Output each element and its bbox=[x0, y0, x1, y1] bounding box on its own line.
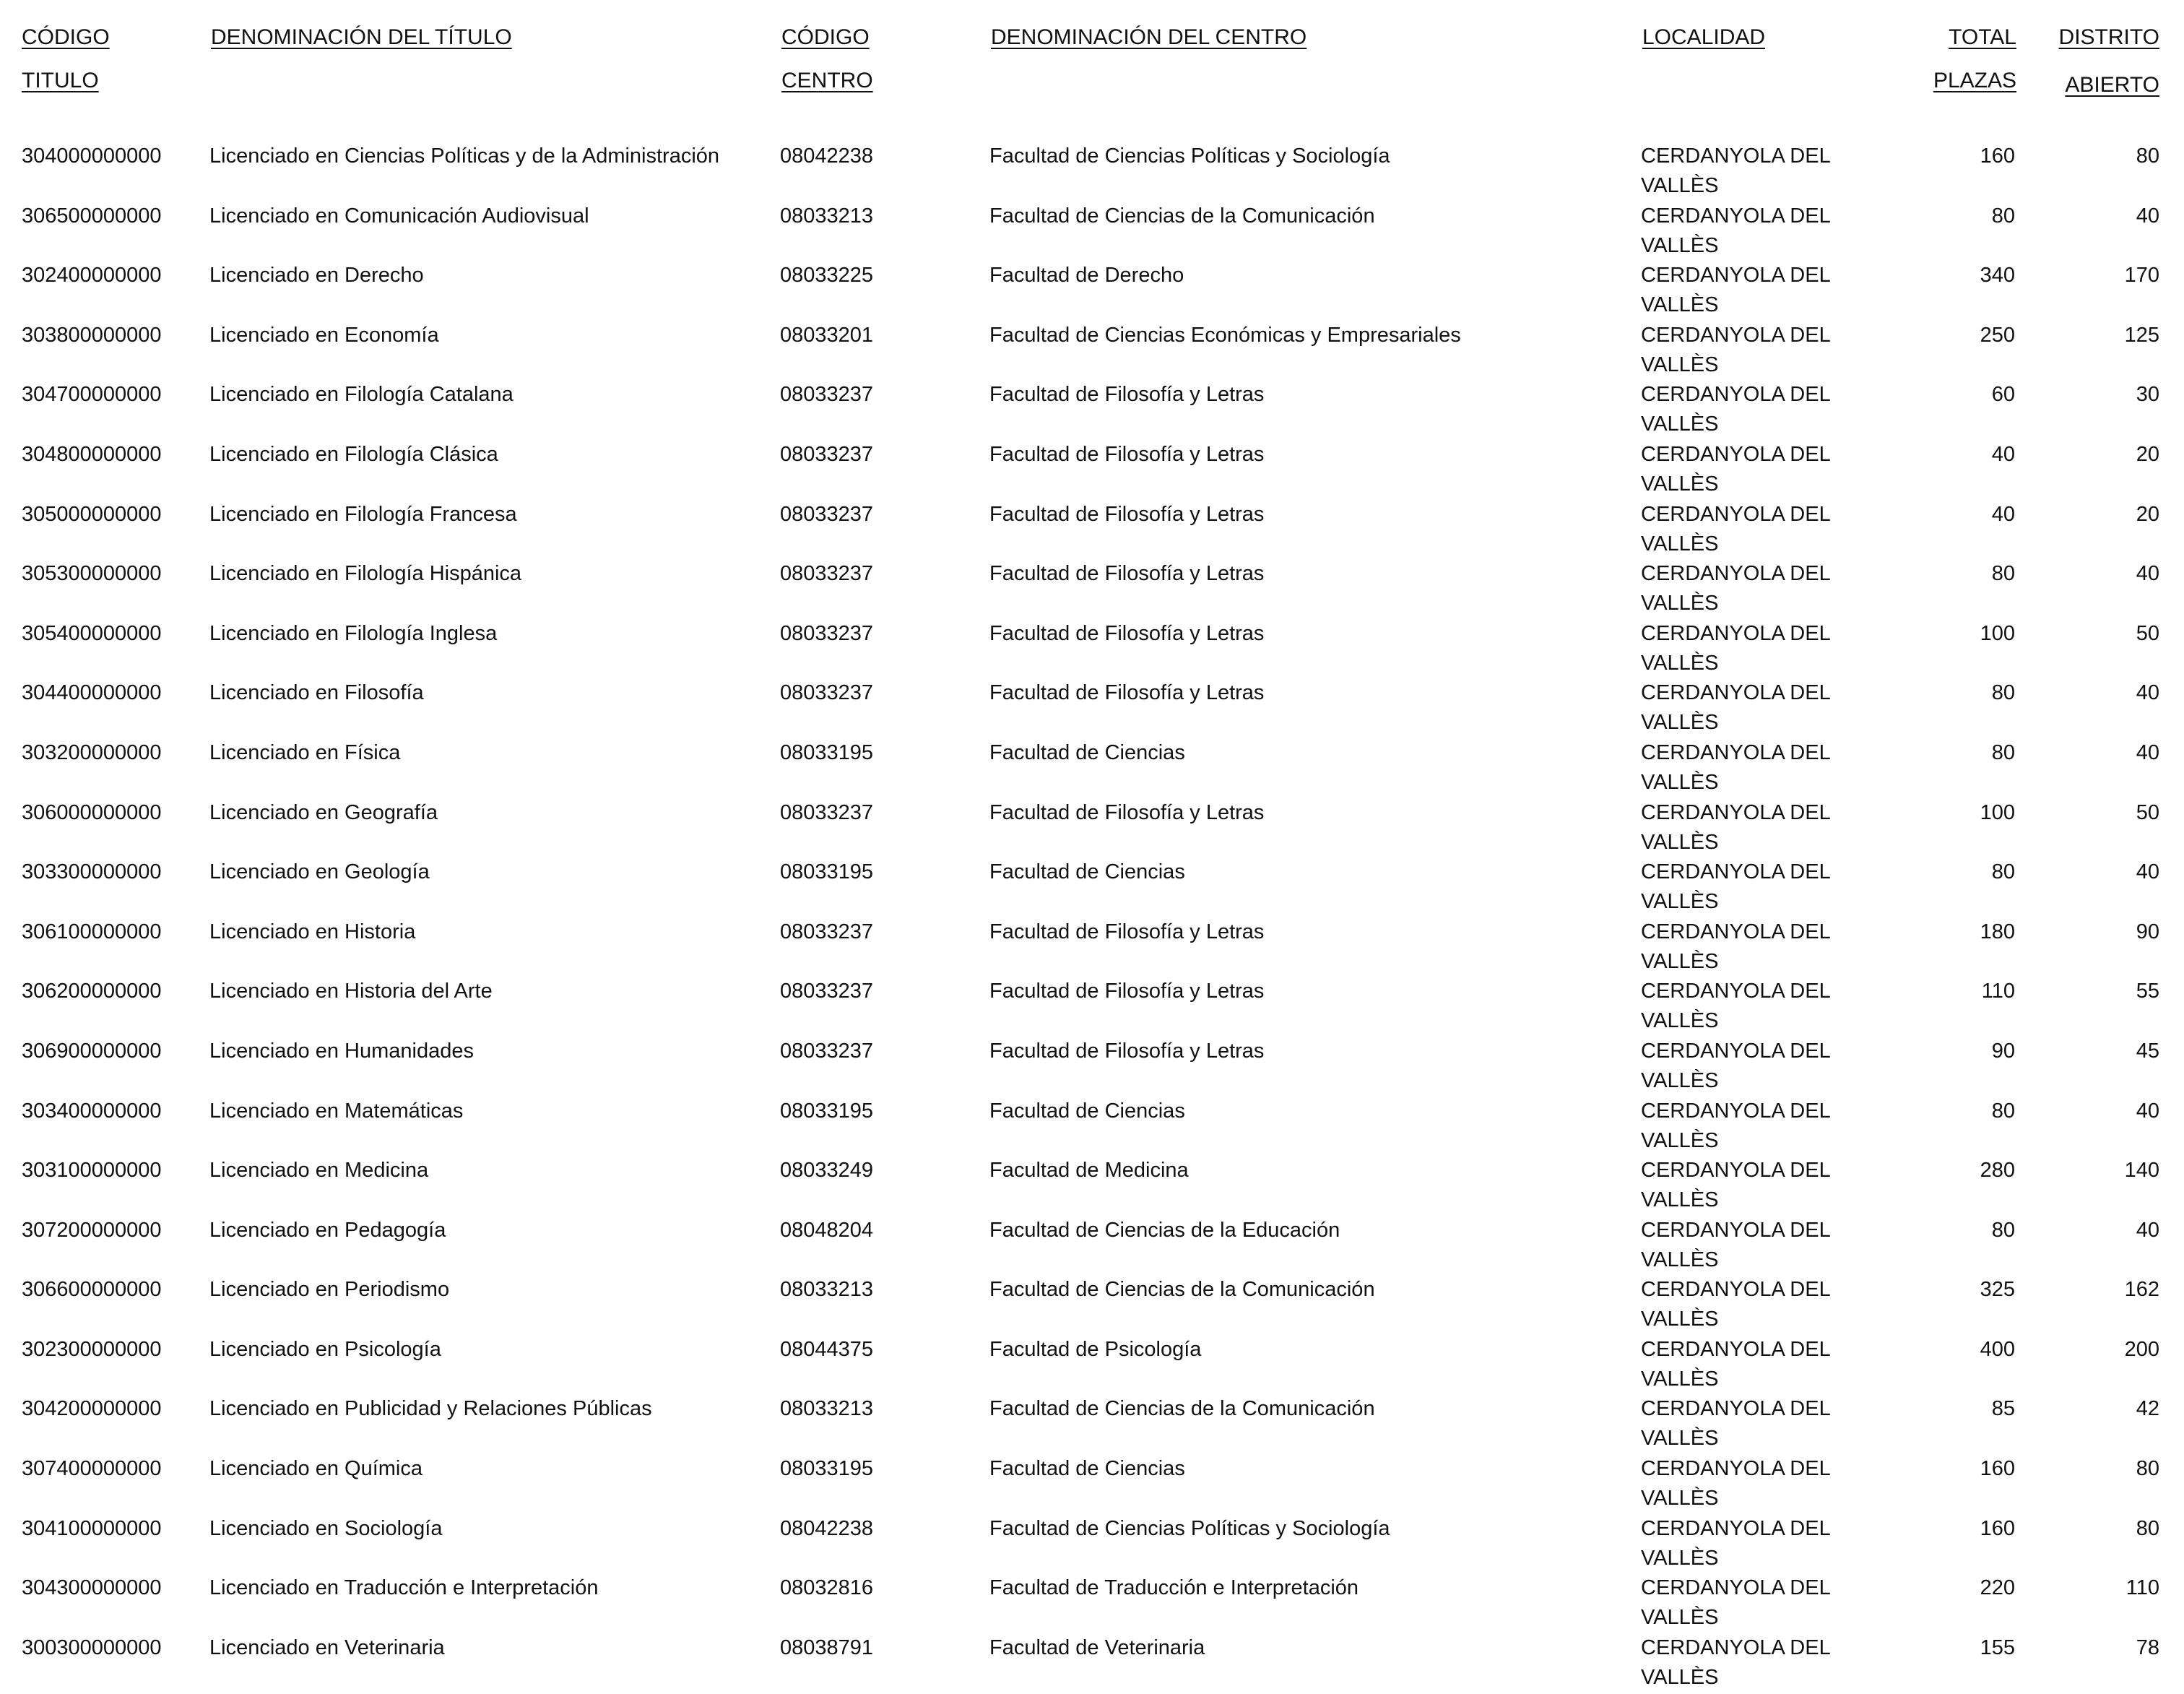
localidad-line-2: VALLÈS bbox=[1641, 1188, 1719, 1212]
localidad-line-2: VALLÈS bbox=[1641, 1009, 1719, 1033]
denominacion-titulo: Licenciado en Geografía bbox=[209, 800, 438, 824]
distrito-abierto: 42 bbox=[2136, 1397, 2159, 1421]
table-row bbox=[0, 321, 2184, 381]
total-plazas: 160 bbox=[1980, 1516, 2015, 1540]
table-row bbox=[0, 619, 2184, 679]
header-codigo-centro: CÓDIGO CENTRO bbox=[781, 25, 873, 92]
denominacion-titulo: Licenciado en Filología Clásica bbox=[209, 442, 498, 466]
codigo-centro: 08038791 bbox=[780, 1635, 874, 1659]
localidad bbox=[1641, 1156, 1831, 1215]
localidad-line-1: CERDANYOLA DEL bbox=[1641, 1397, 1831, 1421]
table-row bbox=[0, 1216, 2184, 1276]
localidad-line-2: VALLÈS bbox=[1641, 890, 1719, 914]
localidad-line-2: VALLÈS bbox=[1641, 1128, 1719, 1152]
distrito-abierto: 40 bbox=[2136, 1218, 2159, 1242]
localidad-line-1: CERDANYOLA DEL bbox=[1641, 1516, 1831, 1540]
distrito-abierto: 140 bbox=[2124, 1159, 2159, 1183]
codigo-centro: 08033237 bbox=[780, 980, 874, 1003]
localidad bbox=[1641, 1037, 1831, 1096]
localidad-line-2: VALLÈS bbox=[1641, 412, 1719, 436]
total-plazas: 160 bbox=[1980, 1457, 2015, 1481]
denominacion-centro: Facultad de Ciencias bbox=[989, 1099, 1185, 1123]
denominacion-centro: Facultad de Derecho bbox=[989, 264, 1184, 288]
denominacion-centro: Facultad de Filosofía y Letras bbox=[989, 1039, 1265, 1063]
table-row bbox=[0, 202, 2184, 262]
denominacion-titulo: Licenciado en Ciencias Políticas y de la Administración bbox=[209, 144, 720, 168]
localidad-line-1: CERDANYOLA DEL bbox=[1641, 1278, 1831, 1302]
codigo-titulo: 303100000000 bbox=[22, 1159, 162, 1183]
localidad-line-1: CERDANYOLA DEL bbox=[1641, 144, 1831, 168]
denominacion-titulo: Licenciado en Pedagogía bbox=[209, 1218, 446, 1242]
codigo-titulo: 302300000000 bbox=[22, 1337, 162, 1361]
codigo-centro: 08033237 bbox=[780, 502, 874, 526]
distrito-abierto: 55 bbox=[2136, 980, 2159, 1003]
distrito-abierto: 80 bbox=[2136, 144, 2159, 168]
codigo-titulo: 304300000000 bbox=[22, 1576, 162, 1600]
localidad-line-1: CERDANYOLA DEL bbox=[1641, 1635, 1831, 1659]
codigo-centro: 08032816 bbox=[780, 1576, 874, 1600]
table-row bbox=[0, 1097, 2184, 1157]
total-plazas: 340 bbox=[1980, 264, 2015, 288]
localidad-line-2: VALLÈS bbox=[1641, 1068, 1719, 1092]
table-row bbox=[0, 977, 2184, 1037]
localidad-line-2: VALLÈS bbox=[1641, 1367, 1719, 1391]
table-row bbox=[0, 440, 2184, 500]
distrito-abierto: 78 bbox=[2136, 1635, 2159, 1659]
codigo-titulo: 304200000000 bbox=[22, 1397, 162, 1421]
total-plazas: 80 bbox=[1991, 1218, 2015, 1242]
denominacion-centro: Facultad de Filosofía y Letras bbox=[989, 562, 1265, 586]
codigo-centro: 08033195 bbox=[780, 1457, 874, 1481]
localidad bbox=[1641, 1514, 1831, 1573]
denominacion-titulo: Licenciado en Comunicación Audiovisual bbox=[209, 204, 589, 228]
localidad-line-1: CERDANYOLA DEL bbox=[1641, 800, 1831, 824]
localidad bbox=[1641, 1454, 1831, 1513]
denominacion-titulo: Licenciado en Física bbox=[209, 740, 401, 764]
localidad-line-1: CERDANYOLA DEL bbox=[1641, 860, 1831, 884]
codigo-centro: 08033201 bbox=[780, 323, 874, 347]
distrito-abierto: 40 bbox=[2136, 1099, 2159, 1123]
localidad-line-1: CERDANYOLA DEL bbox=[1641, 442, 1831, 466]
total-plazas: 40 bbox=[1991, 442, 2015, 466]
table-row bbox=[0, 1156, 2184, 1216]
codigo-centro: 08042238 bbox=[780, 1516, 874, 1540]
denominacion-centro: Facultad de Filosofía y Letras bbox=[989, 621, 1265, 645]
localidad-line-2: VALLÈS bbox=[1641, 1248, 1719, 1271]
table-row bbox=[0, 380, 2184, 440]
localidad-line-2: VALLÈS bbox=[1641, 949, 1719, 973]
distrito-abierto: 125 bbox=[2124, 323, 2159, 347]
denominacion-titulo: Licenciado en Periodismo bbox=[209, 1278, 450, 1302]
localidad bbox=[1641, 1335, 1831, 1394]
total-plazas: 325 bbox=[1980, 1278, 2015, 1302]
localidad bbox=[1641, 678, 1831, 738]
total-plazas: 80 bbox=[1991, 681, 2015, 705]
denominacion-centro: Facultad de Ciencias bbox=[989, 740, 1185, 764]
localidad bbox=[1641, 857, 1831, 917]
total-plazas: 40 bbox=[1991, 502, 2015, 526]
header-codigo-titulo: CÓDIGO TITULO bbox=[22, 25, 110, 92]
localidad bbox=[1641, 1573, 1831, 1633]
table-row bbox=[0, 1037, 2184, 1097]
codigo-titulo: 305000000000 bbox=[22, 502, 162, 526]
denominacion-titulo: Licenciado en Química bbox=[209, 1457, 422, 1481]
codigo-titulo: 307400000000 bbox=[22, 1457, 162, 1481]
total-plazas: 80 bbox=[1991, 204, 2015, 228]
localidad-line-2: VALLÈS bbox=[1641, 1546, 1719, 1570]
localidad bbox=[1641, 142, 1831, 201]
codigo-centro: 08033237 bbox=[780, 920, 874, 943]
localidad-line-2: VALLÈS bbox=[1641, 1606, 1719, 1630]
localidad-line-1: CERDANYOLA DEL bbox=[1641, 681, 1831, 705]
localidad bbox=[1641, 1097, 1831, 1156]
header-distrito-abierto: DISTRITO ABIERTO bbox=[2058, 25, 2159, 97]
table-row bbox=[0, 678, 2184, 738]
table-row bbox=[0, 1573, 2184, 1633]
table-row bbox=[0, 142, 2184, 202]
denominacion-centro: Facultad de Ciencias de la Educación bbox=[989, 1218, 1340, 1242]
localidad bbox=[1641, 1216, 1831, 1275]
total-plazas: 400 bbox=[1980, 1337, 2015, 1361]
localidad bbox=[1641, 1394, 1831, 1453]
denominacion-titulo: Licenciado en Filosofía bbox=[209, 681, 424, 705]
table-row bbox=[0, 500, 2184, 560]
denominacion-centro: Facultad de Filosofía y Letras bbox=[989, 442, 1265, 466]
table-row bbox=[0, 1275, 2184, 1335]
codigo-titulo: 304000000000 bbox=[22, 144, 162, 168]
codigo-titulo: 305300000000 bbox=[22, 562, 162, 586]
header-denominacion-centro: DENOMINACIÓN DEL CENTRO bbox=[991, 25, 1307, 49]
denominacion-titulo: Licenciado en Economía bbox=[209, 323, 439, 347]
distrito-abierto: 200 bbox=[2124, 1337, 2159, 1361]
codigo-centro: 08033237 bbox=[780, 681, 874, 705]
localidad-line-2: VALLÈS bbox=[1641, 174, 1719, 197]
denominacion-centro: Facultad de Psicología bbox=[989, 1337, 1202, 1361]
localidad-line-1: CERDANYOLA DEL bbox=[1641, 1337, 1831, 1361]
distrito-abierto: 50 bbox=[2136, 621, 2159, 645]
localidad-line-1: CERDANYOLA DEL bbox=[1641, 323, 1831, 347]
denominacion-titulo: Licenciado en Historia bbox=[209, 920, 416, 943]
denominacion-centro: Facultad de Filosofía y Letras bbox=[989, 920, 1265, 943]
table-row bbox=[0, 1335, 2184, 1395]
localidad-line-2: VALLÈS bbox=[1641, 770, 1719, 794]
denominacion-centro: Facultad de Ciencias de la Comunicación bbox=[989, 1397, 1375, 1421]
codigo-titulo: 300300000000 bbox=[22, 1635, 162, 1659]
denominacion-centro: Facultad de Ciencias de la Comunicación bbox=[989, 204, 1375, 228]
denominacion-titulo: Licenciado en Filología Inglesa bbox=[209, 621, 498, 645]
localidad-line-2: VALLÈS bbox=[1641, 233, 1719, 257]
total-plazas: 280 bbox=[1980, 1159, 2015, 1183]
denominacion-titulo: Licenciado en Sociología bbox=[209, 1516, 443, 1540]
localidad-line-2: VALLÈS bbox=[1641, 353, 1719, 376]
header-total-plazas: TOTAL PLAZAS bbox=[1933, 25, 2016, 92]
codigo-centro: 08033195 bbox=[780, 1099, 874, 1123]
total-plazas: 100 bbox=[1980, 621, 2015, 645]
codigo-centro: 08033237 bbox=[780, 442, 874, 466]
denominacion-centro: Facultad de Ciencias de la Comunicación bbox=[989, 1278, 1375, 1302]
distrito-abierto: 40 bbox=[2136, 860, 2159, 884]
table-row bbox=[0, 261, 2184, 321]
localidad-line-1: CERDANYOLA DEL bbox=[1641, 1159, 1831, 1183]
table-row bbox=[0, 1454, 2184, 1514]
total-plazas: 80 bbox=[1991, 562, 2015, 586]
distrito-abierto: 20 bbox=[2136, 502, 2159, 526]
localidad bbox=[1641, 500, 1831, 559]
codigo-titulo: 306100000000 bbox=[22, 920, 162, 943]
table-body bbox=[0, 142, 2184, 1693]
localidad-line-1: CERDANYOLA DEL bbox=[1641, 1218, 1831, 1242]
localidad-line-1: CERDANYOLA DEL bbox=[1641, 1457, 1831, 1481]
codigo-titulo: 304100000000 bbox=[22, 1516, 162, 1540]
header-localidad: LOCALIDAD bbox=[1642, 25, 1766, 49]
codigo-centro: 08033237 bbox=[780, 562, 874, 586]
localidad-line-2: VALLÈS bbox=[1641, 651, 1719, 675]
denominacion-titulo: Licenciado en Publicidad y Relaciones Públicas bbox=[209, 1397, 652, 1421]
localidad bbox=[1641, 1275, 1831, 1334]
total-plazas: 60 bbox=[1991, 383, 2015, 407]
distrito-abierto: 80 bbox=[2136, 1516, 2159, 1540]
total-plazas: 110 bbox=[1981, 980, 2015, 1003]
localidad bbox=[1641, 977, 1831, 1036]
denominacion-titulo: Licenciado en Veterinaria bbox=[209, 1635, 445, 1659]
distrito-abierto: 20 bbox=[2136, 442, 2159, 466]
distrito-abierto: 30 bbox=[2136, 383, 2159, 407]
localidad bbox=[1641, 917, 1831, 977]
localidad bbox=[1641, 1633, 1831, 1693]
localidad bbox=[1641, 261, 1831, 320]
distrito-abierto: 50 bbox=[2136, 800, 2159, 824]
codigo-centro: 08033237 bbox=[780, 383, 874, 407]
denominacion-titulo: Licenciado en Humanidades bbox=[209, 1039, 474, 1063]
localidad-line-1: CERDANYOLA DEL bbox=[1641, 1039, 1831, 1063]
denominacion-titulo: Licenciado en Filología Catalana bbox=[209, 383, 514, 407]
localidad bbox=[1641, 202, 1831, 261]
distrito-abierto: 40 bbox=[2136, 204, 2159, 228]
localidad-line-1: CERDANYOLA DEL bbox=[1641, 1099, 1831, 1123]
localidad-line-1: CERDANYOLA DEL bbox=[1641, 562, 1831, 586]
denominacion-centro: Facultad de Veterinaria bbox=[989, 1635, 1205, 1659]
codigo-titulo: 303200000000 bbox=[22, 740, 162, 764]
codigo-centro: 08033237 bbox=[780, 800, 874, 824]
denominacion-titulo: Licenciado en Filología Hispánica bbox=[209, 562, 522, 586]
denominacion-centro: Facultad de Filosofía y Letras bbox=[989, 383, 1265, 407]
localidad-line-1: CERDANYOLA DEL bbox=[1641, 621, 1831, 645]
codigo-titulo: 306600000000 bbox=[22, 1278, 162, 1302]
localidad-line-1: CERDANYOLA DEL bbox=[1641, 740, 1831, 764]
denominacion-centro: Facultad de Ciencias bbox=[989, 860, 1185, 884]
denominacion-titulo: Licenciado en Matemáticas bbox=[209, 1099, 464, 1123]
table-row bbox=[0, 857, 2184, 917]
denominacion-titulo: Licenciado en Filología Francesa bbox=[209, 502, 517, 526]
codigo-centro: 08033213 bbox=[780, 1397, 874, 1421]
total-plazas: 100 bbox=[1980, 800, 2015, 824]
codigo-centro: 08033237 bbox=[780, 621, 874, 645]
localidad bbox=[1641, 798, 1831, 857]
localidad-line-1: CERDANYOLA DEL bbox=[1641, 1576, 1831, 1600]
localidad-line-2: VALLÈS bbox=[1641, 1487, 1719, 1511]
localidad-line-2: VALLÈS bbox=[1641, 472, 1719, 496]
codigo-titulo: 303300000000 bbox=[22, 860, 162, 884]
distrito-abierto: 110 bbox=[2126, 1576, 2159, 1600]
denominacion-centro: Facultad de Medicina bbox=[989, 1159, 1189, 1183]
codigo-centro: 08044375 bbox=[780, 1337, 874, 1361]
header-denominacion-titulo: DENOMINACIÓN DEL TÍTULO bbox=[211, 25, 512, 49]
total-plazas: 160 bbox=[1980, 144, 2015, 168]
codigo-titulo: 304400000000 bbox=[22, 681, 162, 705]
distrito-abierto: 45 bbox=[2136, 1039, 2159, 1063]
codigo-titulo: 307200000000 bbox=[22, 1218, 162, 1242]
codigo-centro: 08033225 bbox=[780, 264, 874, 288]
denominacion-centro: Facultad de Traducción e Interpretación bbox=[989, 1576, 1359, 1600]
localidad-line-2: VALLÈS bbox=[1641, 592, 1719, 615]
distrito-abierto: 170 bbox=[2124, 264, 2159, 288]
localidad-line-2: VALLÈS bbox=[1641, 1308, 1719, 1331]
distrito-abierto: 40 bbox=[2136, 681, 2159, 705]
denominacion-centro: Facultad de Ciencias bbox=[989, 1457, 1185, 1481]
codigo-titulo: 306900000000 bbox=[22, 1039, 162, 1063]
localidad bbox=[1641, 559, 1831, 618]
denominacion-centro: Facultad de Ciencias Políticas y Sociología bbox=[989, 1516, 1390, 1540]
distrito-abierto: 40 bbox=[2136, 740, 2159, 764]
denominacion-centro: Facultad de Filosofía y Letras bbox=[989, 502, 1265, 526]
localidad bbox=[1641, 440, 1831, 499]
denominacion-titulo: Licenciado en Psicología bbox=[209, 1337, 441, 1361]
table-row bbox=[0, 798, 2184, 858]
localidad bbox=[1641, 321, 1831, 380]
codigo-centro: 08033213 bbox=[780, 1278, 874, 1302]
codigo-titulo: 306000000000 bbox=[22, 800, 162, 824]
codigo-centro: 08033195 bbox=[780, 740, 874, 764]
codigo-titulo: 306200000000 bbox=[22, 980, 162, 1003]
localidad-line-2: VALLÈS bbox=[1641, 532, 1719, 556]
denominacion-titulo: Licenciado en Derecho bbox=[209, 264, 424, 288]
localidad-line-2: VALLÈS bbox=[1641, 1665, 1719, 1689]
localidad-line-1: CERDANYOLA DEL bbox=[1641, 980, 1831, 1003]
denominacion-centro: Facultad de Filosofía y Letras bbox=[989, 681, 1265, 705]
denominacion-titulo: Licenciado en Medicina bbox=[209, 1159, 429, 1183]
localidad-line-1: CERDANYOLA DEL bbox=[1641, 920, 1831, 943]
table-row bbox=[0, 1514, 2184, 1574]
distrito-abierto: 80 bbox=[2136, 1457, 2159, 1481]
total-plazas: 155 bbox=[1980, 1635, 2015, 1659]
codigo-titulo: 303400000000 bbox=[22, 1099, 162, 1123]
total-plazas: 80 bbox=[1991, 1099, 2015, 1123]
codigo-titulo: 304700000000 bbox=[22, 383, 162, 407]
distrito-abierto: 162 bbox=[2124, 1278, 2159, 1302]
denominacion-titulo: Licenciado en Geología bbox=[209, 860, 430, 884]
codigo-centro: 08033213 bbox=[780, 204, 874, 228]
table-row bbox=[0, 917, 2184, 977]
distrito-abierto: 90 bbox=[2136, 920, 2159, 943]
total-plazas: 90 bbox=[1991, 1039, 2015, 1063]
table-row bbox=[0, 1394, 2184, 1454]
localidad-line-2: VALLÈS bbox=[1641, 830, 1719, 854]
codigo-titulo: 305400000000 bbox=[22, 621, 162, 645]
localidad bbox=[1641, 738, 1831, 798]
localidad-line-2: VALLÈS bbox=[1641, 711, 1719, 735]
total-plazas: 180 bbox=[1980, 920, 2015, 943]
denominacion-centro: Facultad de Filosofía y Letras bbox=[989, 800, 1265, 824]
total-plazas: 250 bbox=[1980, 323, 2015, 347]
codigo-centro: 08033195 bbox=[780, 860, 874, 884]
denominacion-titulo: Licenciado en Historia del Arte bbox=[209, 980, 493, 1003]
codigo-centro: 08042238 bbox=[780, 144, 874, 168]
codigo-centro: 08033237 bbox=[780, 1039, 874, 1063]
codigo-titulo: 304800000000 bbox=[22, 442, 162, 466]
codigo-titulo: 303800000000 bbox=[22, 323, 162, 347]
denominacion-centro: Facultad de Filosofía y Letras bbox=[989, 980, 1265, 1003]
total-plazas: 220 bbox=[1980, 1576, 2015, 1600]
localidad-line-1: CERDANYOLA DEL bbox=[1641, 502, 1831, 526]
total-plazas: 80 bbox=[1991, 740, 2015, 764]
codigo-centro: 08048204 bbox=[780, 1218, 874, 1242]
total-plazas: 80 bbox=[1991, 860, 2015, 884]
denominacion-centro: Facultad de Ciencias Políticas y Sociología bbox=[989, 144, 1390, 168]
table-row bbox=[0, 1633, 2184, 1693]
localidad-line-1: CERDANYOLA DEL bbox=[1641, 383, 1831, 407]
total-plazas: 85 bbox=[1991, 1397, 2015, 1421]
localidad-line-1: CERDANYOLA DEL bbox=[1641, 264, 1831, 288]
localidad-line-1: CERDANYOLA DEL bbox=[1641, 204, 1831, 228]
denominacion-centro: Facultad de Ciencias Económicas y Empresariales bbox=[989, 323, 1461, 347]
localidad-line-2: VALLÈS bbox=[1641, 1427, 1719, 1451]
localidad bbox=[1641, 619, 1831, 678]
codigo-titulo: 306500000000 bbox=[22, 204, 162, 228]
distrito-abierto: 40 bbox=[2136, 562, 2159, 586]
codigo-titulo: 302400000000 bbox=[22, 264, 162, 288]
table-row bbox=[0, 559, 2184, 619]
localidad-line-2: VALLÈS bbox=[1641, 293, 1719, 317]
localidad bbox=[1641, 380, 1831, 439]
table-row bbox=[0, 738, 2184, 798]
codigo-centro: 08033249 bbox=[780, 1159, 874, 1183]
denominacion-titulo: Licenciado en Traducción e Interpretación bbox=[209, 1576, 599, 1600]
